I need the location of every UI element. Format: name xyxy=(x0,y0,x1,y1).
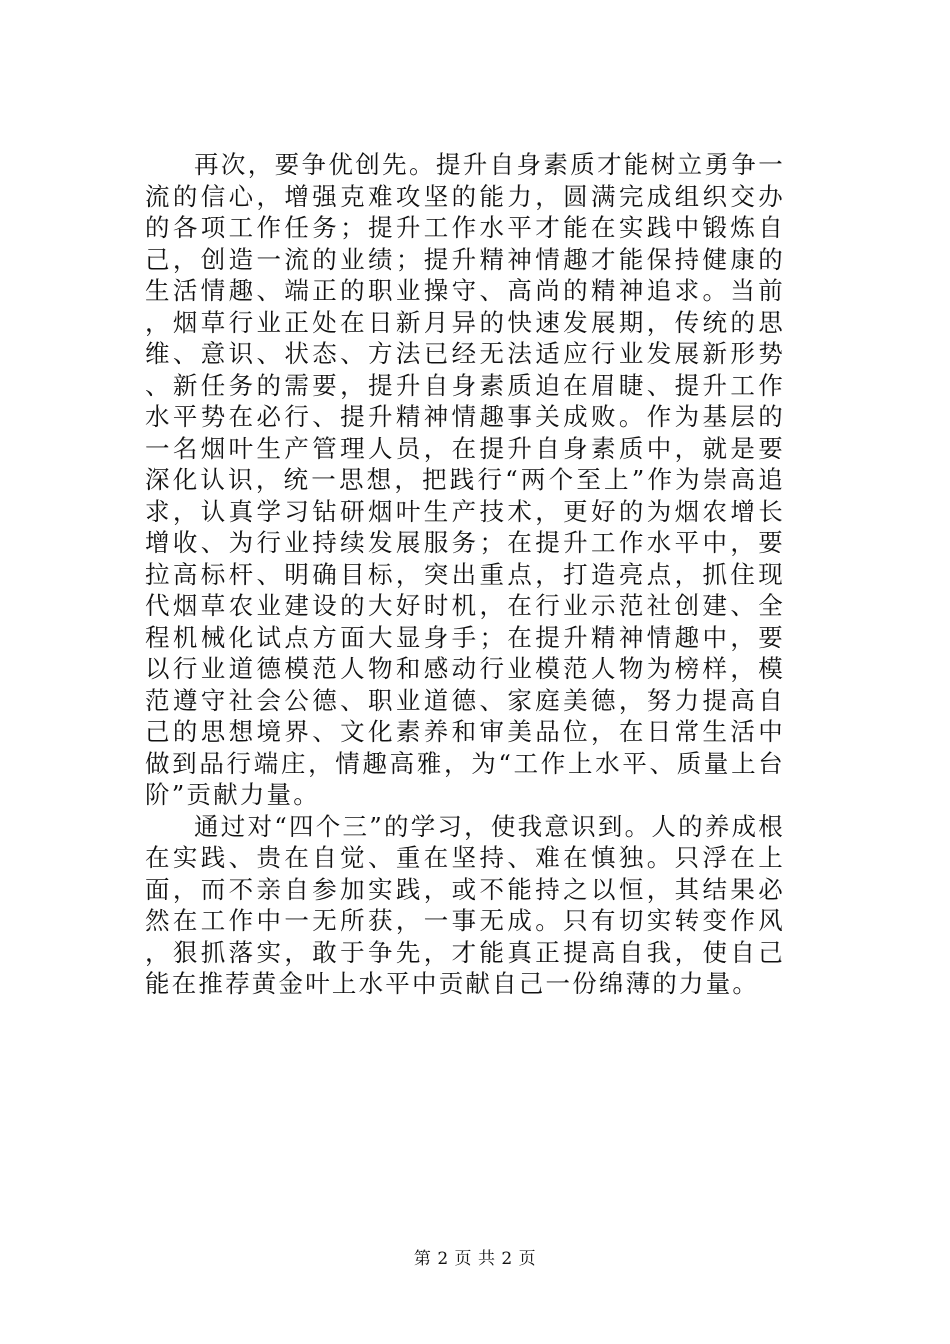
body-paragraph: 通过对“四个三”的学习，使我意识到。人的养成根在实践、贵在自觉、重在坚持、难在慎独。只浮在上面，而不亲自参加实践，或不能持之以恒，其结果必然在工作中一无所获，一事无成。只有切实转变作风，狠抓落实，敢于争先，才能真正提高自我，使自己能在推荐黄金叶上水平中贡献自己一份绵薄的力量。 xyxy=(145,811,785,998)
body-paragraph: 再次，要争优创先。提升自身素质才能树立勇争一流的信心，增强克难攻坚的能力，圆满完成组织交办的各项工作任务；提升工作水平才能在实践中锻炼自己，创造一流的业绩；提升精神情趣才能保持健康的生活情趣、端正的职业操守、高尚的精神追求。当前，烟草行业正处在日新月异的快速发展期，传统的思维、意识、状态、方法已经无法适应行业发展新形势、新任务的需要，提升自身素质迫在眉睫、提升工作水平势在必行、提升精神情趣事关成败。作为基层的一名烟叶生产管理人员，在提升自身素质中，就是要深化认识，统一思想，把践行“两个至上”作为崇高追求，认真学习钻研烟叶生产技术，更好的为烟农增长增收、为行业持续发展服务；在提升工作水平中，要拉高标杆、明确目标，突出重点，打造亮点，抓住现代烟草农业建设的大好时机，在行业示范社创建、全程机械化试点方面大显身手；在提升精神情趣中，要以行业道德模范人物和感动行业模范人物为榜样，模范遵守社会公德、职业道德、家庭美德，努力提高自己的思想境界、文化素养和审美品位，在日常生活中做到品行端庄，情趣高雅，为“工作上水平、质量上台阶”贡献力量。 xyxy=(145,150,785,809)
document-body xyxy=(145,149,785,1000)
page-number-footer: 第 2 页 共 2 页 xyxy=(413,1249,537,1269)
